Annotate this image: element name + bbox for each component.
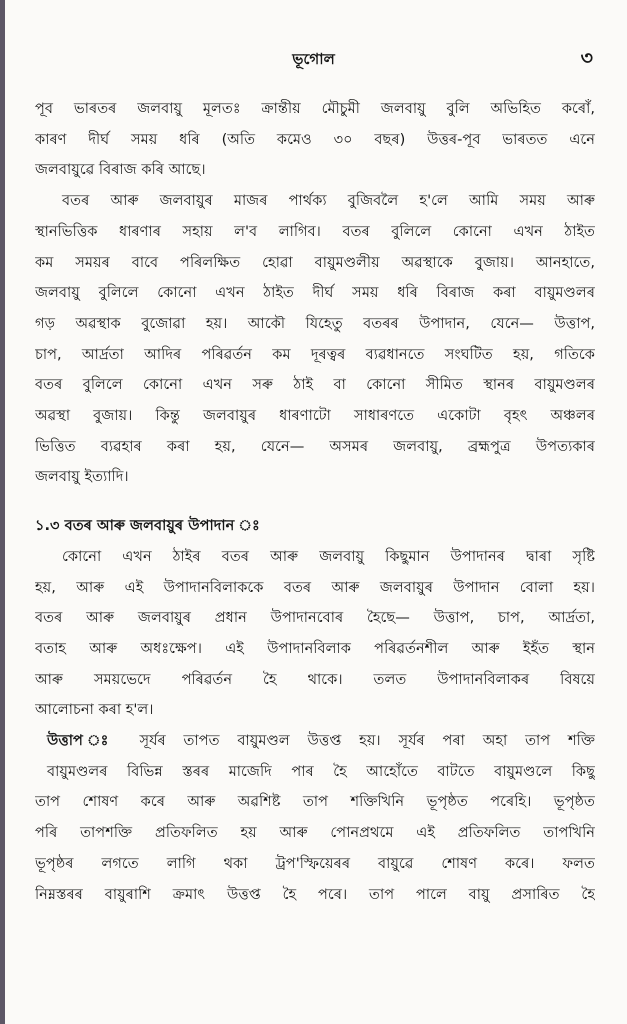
- term-definition: সূৰ্যৰ তাপত বায়ুমণ্ডল উত্তপ্ত হয়। সূৰ্যৰ পৰা অহা তাপ শক্তি: [139, 732, 595, 750]
- term-heat: উত্তাপ ঃ: [47, 732, 122, 750]
- text-line: হয়, আৰু এই উপাদানবিলাককে বতৰ আৰু জলবায়ুৰ উপাদান বোলা হয়।: [35, 578, 595, 596]
- paragraph-2: [35, 186, 595, 493]
- text-line: পৰি তাপশক্তি প্ৰতিফলিত হয় আৰু পোনপ্ৰথমে এই প্ৰতিফলিত তাপখিনি: [35, 824, 595, 842]
- text-line: নিম্নস্তৰৰ বায়ুৰাশি ক্ৰমাৎ উত্তপ্ত হৈ পৰে। তাপ পালে বায়ু প্ৰসাৰিত হৈ: [35, 885, 595, 903]
- text-line: স্থানভিত্তিক ধাৰণাৰ সহায় ল'ব লাগিব। বতৰ বুলিলে কোনো এখন ঠাইত: [35, 222, 595, 240]
- text-line: জলবায়ুৱে বিৰাজ কৰি আছে।: [35, 161, 206, 179]
- text-line: বায়ুমণ্ডলৰ বিভিন্ন স্তৰৰ মাজেদি পাৰ হৈ আহোঁতে বাটতে বায়ুমণ্ডলে কিছু: [47, 762, 595, 780]
- page-number: ৩: [580, 47, 593, 69]
- text-line: ভিত্তিত ব্যৱহাৰ কৰা হয়, যেনে— অসমৰ জলবায়ু, ব্ৰহ্মপুত্ৰ উপত্যকাৰ: [35, 437, 595, 455]
- text-line: আলোচনা কৰা হ'ল।: [35, 701, 154, 719]
- text-line: কম সময়ৰ বাবে পৰিলক্ষিত হোৱা বায়ুমণ্ডলীয় অৱস্থাকে বুজায়। আনহাতে,: [35, 253, 595, 271]
- text-line: বতৰ আৰু জলবায়ুৰ প্ৰধান উপাদানবোৰ হৈছে— উত্তাপ, চাপ, আৰ্দ্ৰতা,: [35, 609, 595, 627]
- text-line: [35, 726, 595, 757]
- text-line: কোনো এখন ঠাইৰ বতৰ আৰু জলবায়ু কিছুমান উপাদানৰ দ্বাৰা সৃষ্টি: [62, 547, 595, 565]
- text-line: অৱস্থা বুজায়। কিন্তু জলবায়ুৰ ধাৰণাটো সাধাৰণতে একোটা বৃহৎ অঞ্চলৰ: [35, 407, 595, 425]
- text-line: তাপ শোষণ কৰে আৰু অৱশিষ্ট তাপ শক্তিখিনি ভূপৃষ্ঠত পৰেহি। ভূপৃষ্ঠত: [35, 793, 595, 811]
- paragraph-3: [35, 542, 595, 726]
- text-line: আৰু সময়ভেদে পৰিৱৰ্তন হৈ থাকে। তলত উপাদানবিলাকৰ বিষয়ে: [35, 670, 595, 688]
- text-line: বতৰ বুলিলে কোনো এখন সৰু ঠাই বা কোনো সীমিত স্থানৰ বায়ুমণ্ডলৰ: [35, 376, 595, 394]
- text-line: গড় অৱস্থাক বুজোৱা হয়। আকৌ যিহেতু বতৰৰ উপাদান, যেনে— উত্তাপ,: [35, 314, 595, 332]
- text-line: বতাহ আৰু অধঃক্ষেপ। এই উপাদানবিলাক পৰিৱৰ্তনশীল আৰু ইহঁত স্থান: [35, 639, 595, 657]
- text-line: পূব ভাৰতৰ জলবায়ু মূলতঃ ক্ৰান্তীয় মৌচুমী জলবায়ু বুলি অভিহিত কৰোঁ,: [35, 100, 595, 117]
- section-heading: ১.৩ বতৰ আৰু জলবায়ুৰ উপাদান ঃ: [35, 517, 260, 535]
- paragraph-4: [35, 726, 595, 910]
- page-header: [0, 48, 627, 74]
- text-line: জলবায়ু ইত্যাদি।: [35, 468, 129, 486]
- body-text: [35, 94, 595, 910]
- running-title: ভূগোল: [292, 50, 335, 68]
- paragraph-1: [35, 94, 595, 186]
- text-line: চাপ, আৰ্দ্ৰতা আদিৰ পৰিৱৰ্তন কম দূৰত্বৰ ব্যৱধানতে সংঘটিত হয়, গতিকে: [35, 345, 595, 363]
- text-line: জলবায়ু বুলিলে কোনো এখন ঠাইত দীৰ্ঘ সময় ধৰি বিৰাজ কৰা বায়ুমণ্ডলৰ: [35, 284, 595, 302]
- page-spine-edge: [0, 0, 5, 1024]
- text-line: কাৰণ দীৰ্ঘ সময় ধৰি (অতি কমেও ৩০ বছৰ) উত্তৰ-পূব ভাৰতত এনে: [35, 130, 595, 148]
- text-line: বতৰ আৰু জলবায়ুৰ মাজৰ পাৰ্থক্য বুজিবলৈ হ'লে আমি সময় আৰু: [62, 192, 595, 210]
- text-line: ভূপৃষ্ঠৰ লগতে লাগি থকা ট্ৰপ'স্ফিয়েৰৰ বায়ুৱে শোষণ কৰে। ফলত: [35, 854, 595, 872]
- section-spacer: [35, 493, 595, 511]
